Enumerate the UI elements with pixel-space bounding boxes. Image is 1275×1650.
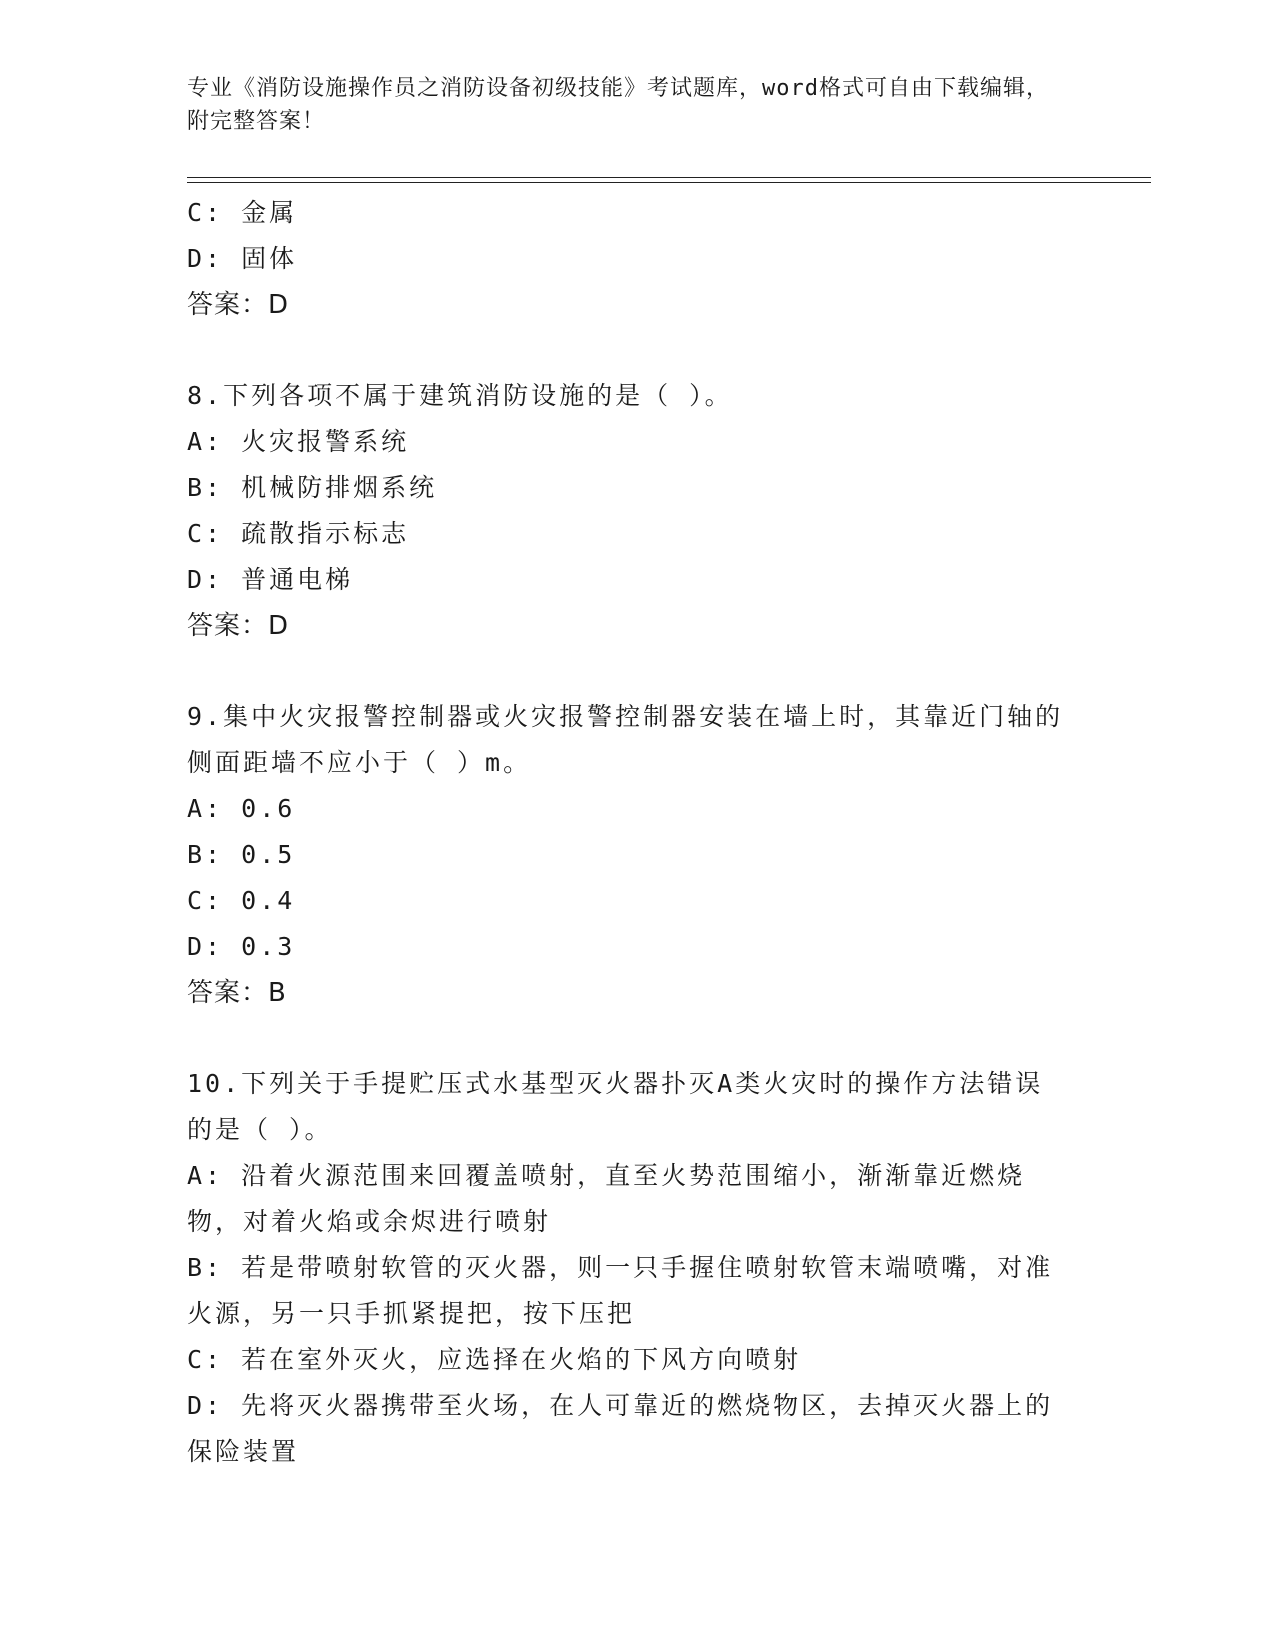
option-text: 0.6 [241,794,296,823]
header-divider-bottom [187,182,1151,183]
option-text: 疏散指示标志 [241,519,410,548]
option-text: 若在室外灭火，应选择在火焰的下风方向喷射 [241,1345,802,1374]
option-text: 火灾报警系统 [241,427,410,456]
option-c [187,190,1067,236]
header-divider-top [187,177,1151,178]
document-header-note: 专业《消防设施操作员之消防设备初级技能》考试题库，word格式可自由下载编辑，附完整答案！ [187,76,1049,134]
option-a [187,786,1067,832]
option-a [187,1153,1067,1245]
option-b [187,1245,1067,1337]
option-b [187,465,1067,511]
option-label: C: [187,198,224,227]
question-stem: 9.集中火灾报警控制器或火灾报警控制器安装在墙上时，其靠近门轴的侧面距墙不应小于（ ）m。 [187,702,1064,777]
spacer [187,328,1067,373]
answer-line: 答案：D [187,611,290,641]
option-label: C: [187,519,224,548]
option-c [187,1337,1067,1383]
option-text: 0.4 [241,886,296,915]
option-label: A: [187,794,224,823]
option-label: C: [187,886,224,915]
option-b [187,832,1067,878]
option-c [187,878,1067,924]
option-c [187,511,1067,557]
option-text: 机械防排烟系统 [241,473,438,502]
spacer [187,649,1067,694]
question-stem: 10.下列关于手提贮压式水基型灭火器扑灭A类火灾时的操作方法错误的是（ ）。 [187,1069,1044,1144]
option-label: D: [187,932,224,961]
option-label: D: [187,565,224,594]
option-label: B: [187,840,224,869]
option-d [187,1383,1067,1475]
option-d [187,924,1067,970]
option-d [187,236,1067,282]
option-a [187,419,1067,465]
question-8 [187,373,1067,649]
option-label: D: [187,1391,224,1420]
option-label: B: [187,1253,224,1282]
question-9 [187,694,1067,1016]
option-text: 0.5 [241,840,296,869]
option-label: C: [187,1345,224,1374]
option-text: 先将灭火器携带至火场，在人可靠近的燃烧物区，去掉灭火器上的保险装置 [187,1391,1054,1466]
question-10 [187,1061,1067,1475]
option-text: 若是带喷射软管的灭火器，则一只手握住喷射软管末端喷嘴，对准火源，另一只手抓紧提把，按下压把 [187,1253,1054,1328]
option-label: D: [187,244,224,273]
spacer [187,1016,1067,1061]
option-label: B: [187,473,224,502]
option-label: A: [187,427,224,456]
option-text: 普通电梯 [241,565,354,594]
option-text: 0.3 [241,932,296,961]
question-stem: 8.下列各项不属于建筑消防设施的是（ ）。 [187,381,733,410]
option-text: 固体 [241,244,298,273]
previous-question-tail [187,190,1067,328]
answer-line: 答案：D [187,290,290,320]
question-list [187,190,1067,1475]
option-text: 金属 [241,198,298,227]
option-label: A: [187,1161,224,1190]
option-text: 沿着火源范围来回覆盖喷射，直至火势范围缩小，渐渐靠近燃烧物，对着火焰或余烬进行喷射 [187,1161,1026,1236]
answer-line: 答案：B [187,978,287,1008]
option-d [187,557,1067,603]
